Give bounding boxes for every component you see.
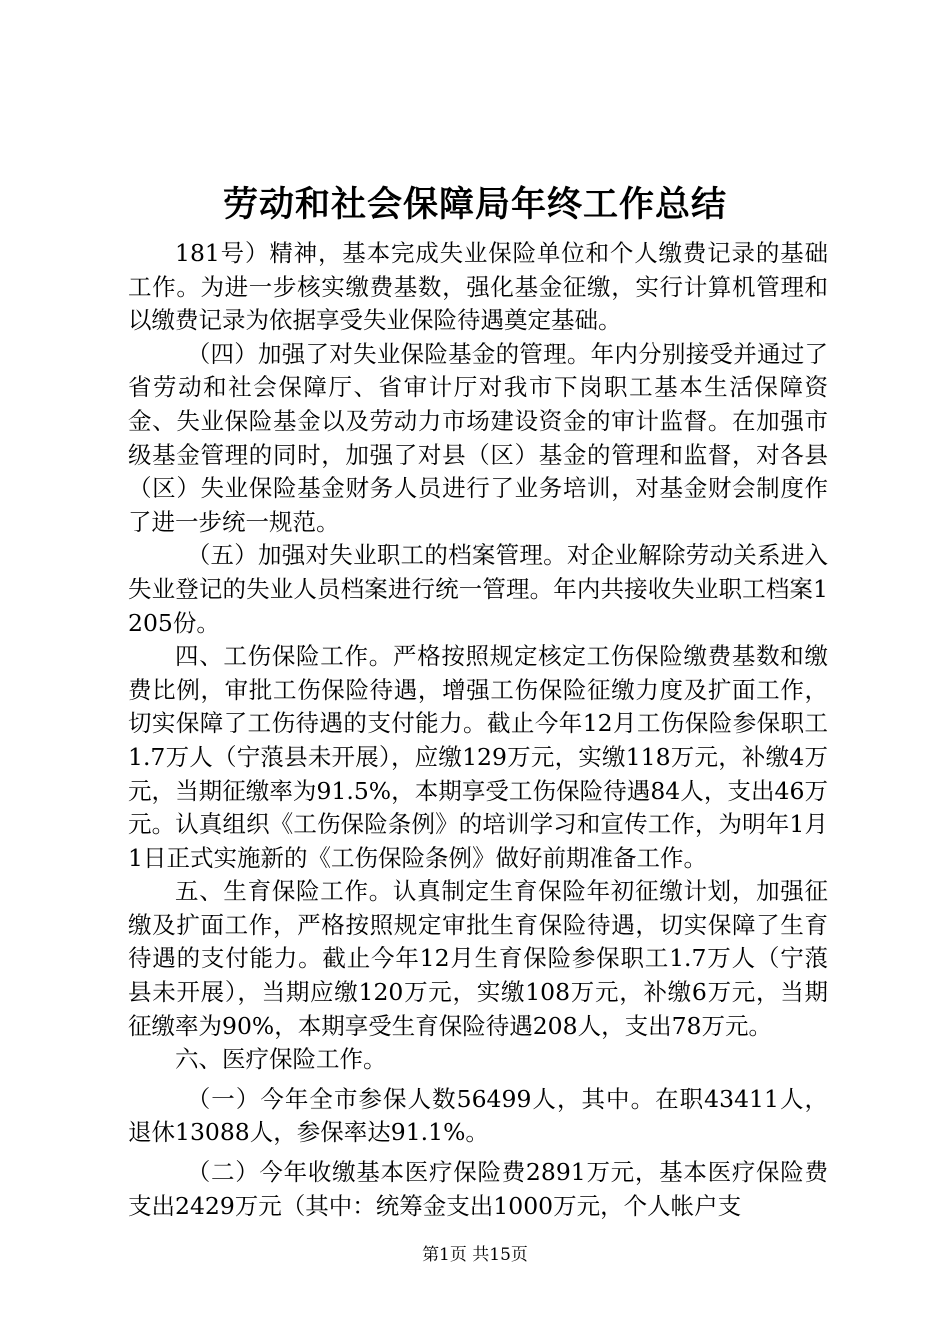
paragraph-medical-insurance-heading: 六、医疗保险工作。 bbox=[175, 1045, 387, 1074]
document-body bbox=[128, 237, 828, 1223]
paragraph-injury-insurance: 四、工伤保险工作。严格按照规定核定工伤保险缴费基数和缴费比例，审批工伤保险待遇，增强工伤保险征缴力度及扩面工作，切实保障了工伤待遇的支付能力。截止今年12月工伤保险参保职工1.7万人（宁蒗县未开展），应缴129万元，实缴118万元，补缴4万元，当期征缴率为91.5%，本期享受工伤保险待遇84人，支出46万元。认真组织《工伤保险条例》的培训学习和宣传工作，为明年1月1日正式实施新的《工伤保险条例》做好前期准备工作。 bbox=[128, 642, 828, 872]
paragraph-archive-management: （五）加强对失业职工的档案管理。对企业解除劳动关系进入失业登记的失业人员档案进行统一管理。年内共接收失业职工档案1205份。 bbox=[128, 541, 828, 637]
paragraph-basic-records: 181号）精神，基本完成失业保险单位和个人缴费记录的基础工作。为进一步核实缴费基数，强化基金征缴，实行计算机管理和以缴费记录为依据享受失业保险待遇奠定基础。 bbox=[128, 239, 828, 335]
paragraph-medical-enrollment: （一）今年全市参保人数56499人，其中。在职43411人，退休13088人，参保率达91.1%。 bbox=[128, 1084, 828, 1147]
page-number-footer: 第1页 共15页 bbox=[422, 1245, 528, 1265]
paragraph-fund-management: （四）加强了对失业保险基金的管理。年内分别接受并通过了省劳动和社会保障厅、省审计厅对我市下岗职工基本生活保障资金、失业保险基金以及劳动力市场建设资金的审计监督。在加强市级基金管理的同时，加强了对县（区）基金的管理和监督，对各县（区）失业保险基金财务人员进行了业务培训，对基金财会制度作了进一步统一规范。 bbox=[128, 339, 828, 536]
paragraph-maternity-insurance: 五、生育保险工作。认真制定生育保险年初征缴计划，加强征缴及扩面工作，严格按照规定审批生育保险待遇，切实保障了生育待遇的支付能力。截止今年12月生育保险参保职工1.7万人（宁蒗县未开展），当期应缴120万元，实缴108万元，补缴6万元，当期征缴率为90%，本期享受生育保险待遇208人，支出78万元。 bbox=[128, 877, 828, 1040]
paragraph-medical-fees: （二）今年收缴基本医疗保险费2891万元，基本医疗保险费支出2429万元（其中：统筹金支出1000万元，个人帐户支 bbox=[128, 1158, 828, 1220]
document-title: 劳动和社会保障局年终工作总结 bbox=[222, 184, 727, 225]
